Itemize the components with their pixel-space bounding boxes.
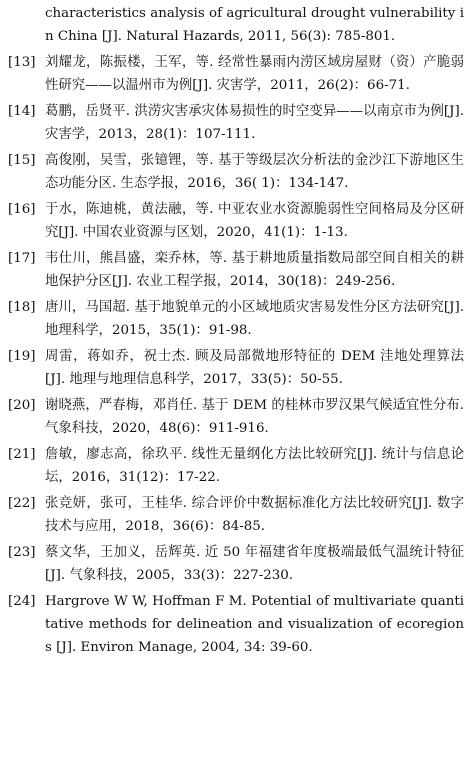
reference-item-21 [8,443,464,489]
reference-number: [20] [8,398,36,413]
reference-number: [19] [8,349,36,364]
reference-number: [17] [8,251,36,266]
reference-text: 蔡文华，王加义，岳辉英. 近 50 年福建省年度极端最低气温统计特征[J]. 气象科技，2005，33(3)：227-230. [45,545,464,583]
reference-item-20 [8,394,464,440]
reference-text: 周雷，蒋如乔，祝士杰. 顾及局部微地形特征的 DEM 洼地处理算法[J]. 地理与地理信息科学，2017，33(5)：50-55. [45,349,464,387]
reference-number: [21] [8,447,36,462]
reference-number: [14] [8,104,36,119]
reference-item-23 [8,541,464,587]
reference-item-22 [8,492,464,538]
reference-item-17 [8,247,464,293]
reference-item-15 [8,149,464,195]
reference-text: 张竞妍，张可，王桂华. 综合评价中数据标准化方法比较研究[J]. 数字技术与应用，2018，36(6)：84-85. [45,496,464,534]
reference-item-19 [8,345,464,391]
reference-number: [16] [8,202,36,217]
reference-text: characteristics analysis of agricultural drought vulnerability in China [J]. Natural Hazards, 2011, 56(3): 785-801. [45,6,464,44]
reference-text: 葛鹏，岳贤平. 洪涝灾害承灾体易损性的时空变异——以南京市为例[J]. 灾害学，2013，28(1)：107-111. [45,104,464,142]
reference-item-18 [8,296,464,342]
reference-text: 谢晓燕，严春梅，邓肖任. 基于 DEM 的桂林市罗汉果气候适宜性分布. 气象科技，2020，48(6)：911-916. [45,398,464,436]
reference-list [8,2,464,659]
reference-number: [22] [8,496,36,511]
reference-number: [18] [8,300,36,315]
reference-item-14 [8,100,464,146]
reference-number: [13] [8,55,36,70]
reference-text: 高俊刚，吴雪，张镱锂，等. 基于等级层次分析法的金沙江下游地区生态功能分区. 生态学报，2016，36( 1)：134-147. [45,153,464,191]
reference-number: [15] [8,153,36,168]
reference-text: 于水，陈迪桃，黄法融，等. 中亚农业水资源脆弱性空间格局及分区研究[J]. 中国农业资源与区划，2020，41(1)：1-13. [45,202,464,240]
reference-item-13 [8,51,464,97]
reference-text: 唐川，马国超. 基于地貌单元的小区域地质灾害易发性分区方法研究[J]. 地理科学，2015，35(1)：91-98. [45,300,464,338]
reference-item-12-continuation [8,2,464,48]
reference-text: 韦仕川，熊昌盛，栾乔林，等. 基于耕地质量指数局部空间自相关的耕地保护分区[J]. 农业工程学报，2014，30(18)：249-256. [45,251,464,289]
reference-text: Hargrove W W, Hoffman F M. Potential of multivariate quantitative methods for delineation and visualization of ecoregions [J]. Environ Manage, 2004, 34: 39-60. [45,594,464,655]
reference-number: [23] [8,545,36,560]
reference-item-16 [8,198,464,244]
reference-text: 刘耀龙，陈振楼，王军，等. 经常性暴雨内涝区域房屋财（资）产脆弱性研究——以温州市为例[J]. 灾害学，2011，26(2)：66-71. [45,55,464,93]
reference-number: [24] [8,594,36,609]
reference-item-24 [8,590,464,659]
reference-text: 詹敏，廖志高，徐玖平. 线性无量纲化方法比较研究[J]. 统计与信息论坛，2016，31(12)：17-22. [45,447,464,485]
